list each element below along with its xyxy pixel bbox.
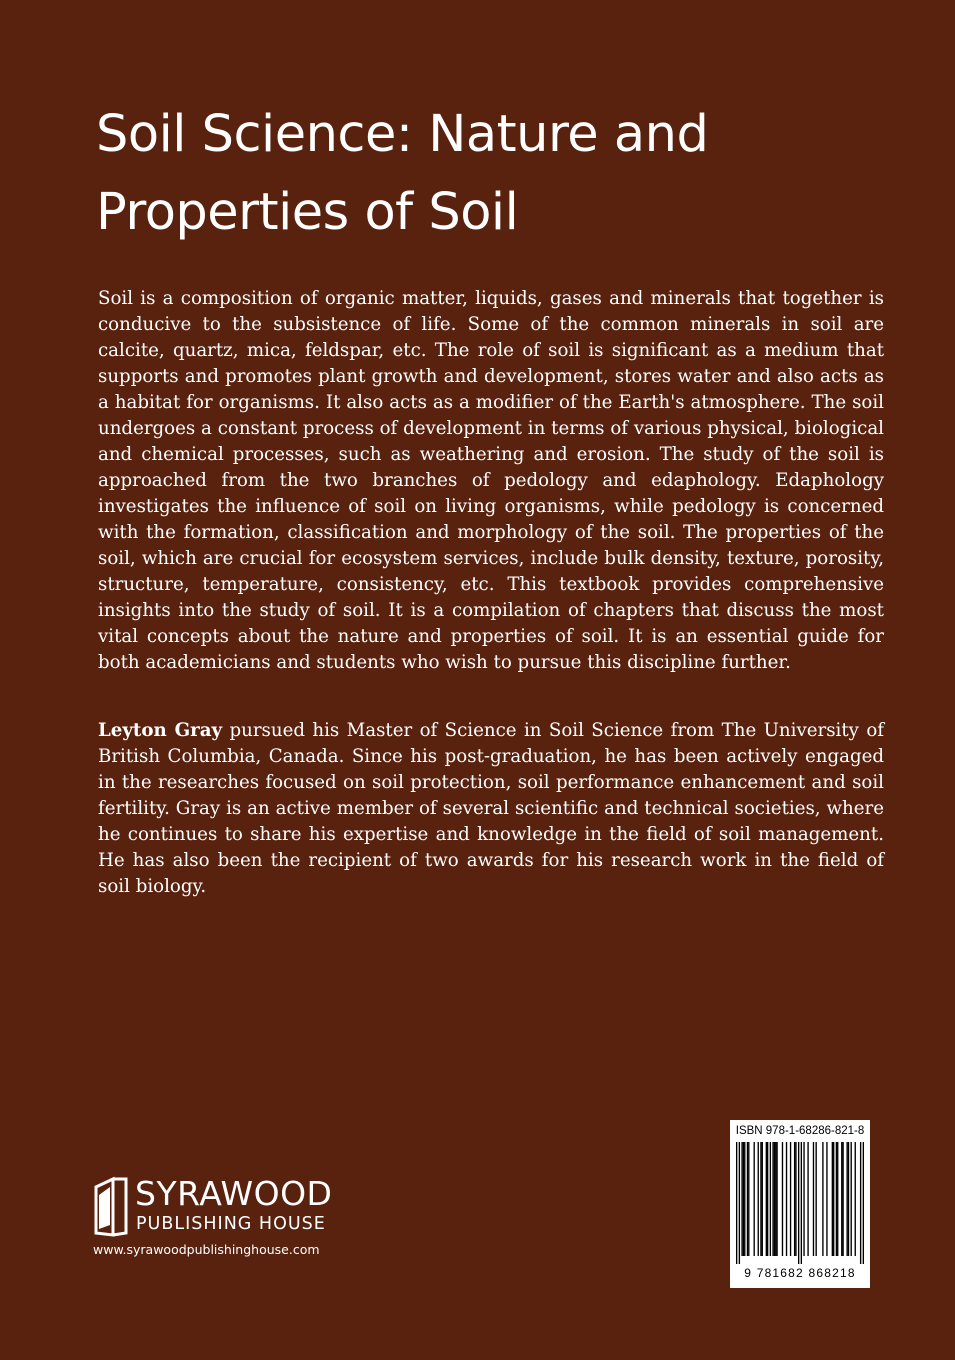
barcode-bar xyxy=(833,1142,834,1256)
barcode-bar xyxy=(848,1142,849,1256)
barcode-bar xyxy=(795,1142,796,1256)
barcode-bar xyxy=(762,1142,763,1256)
barcode-bar xyxy=(790,1142,791,1256)
barcode-bar xyxy=(803,1142,804,1256)
barcode-digits: 9 781682 868218 xyxy=(744,1266,856,1280)
barcode-bar xyxy=(772,1142,773,1256)
barcode-bar xyxy=(758,1142,759,1256)
barcode-bar xyxy=(836,1142,837,1256)
barcode-bar xyxy=(747,1142,748,1256)
barcode-bar xyxy=(754,1142,755,1256)
barcode-bar xyxy=(748,1142,749,1256)
barcode-bar xyxy=(776,1142,777,1256)
barcode-bar xyxy=(770,1142,771,1256)
door-logo-icon xyxy=(93,1175,129,1237)
barcode-bar xyxy=(744,1142,745,1256)
barcode-bar xyxy=(782,1142,783,1256)
barcode-bar xyxy=(767,1142,768,1256)
barcode-bar xyxy=(822,1142,823,1256)
barcode-bar xyxy=(860,1142,861,1264)
barcode-bar xyxy=(851,1142,852,1256)
publisher-subtitle: PUBLISHING HOUSE xyxy=(136,1214,326,1234)
barcode-bar xyxy=(775,1142,776,1256)
barcode-bar xyxy=(841,1142,842,1256)
title-line-1: Soil Science: Nature and xyxy=(96,105,709,164)
barcode-bar xyxy=(798,1142,799,1264)
author-bio-text: pursued his Master of Science in Soil Science from The University of British Columbia, Canada. Since his post-graduation, he has been actively engaged in the researches focused on soil protection, soil performance enhancement and soil fertility. Gray is an active member of several scientific and technical societies, where he continues to share his expertise and knowledge in the field of soil management. He has also been the recipient of two awards for his research work in the field of soil biology. xyxy=(98,720,884,897)
barcode-bar xyxy=(855,1142,856,1256)
barcode-bar xyxy=(837,1142,838,1256)
barcode-bar xyxy=(736,1142,737,1264)
barcode-bar xyxy=(801,1142,802,1264)
title-line-2: Properties of Soil xyxy=(96,183,519,242)
barcode-bar xyxy=(842,1142,843,1256)
publisher-logo xyxy=(93,1170,363,1270)
barcode-bar xyxy=(774,1142,775,1256)
barcode-bar xyxy=(739,1142,740,1264)
barcode-bar xyxy=(832,1142,833,1256)
barcode-bar xyxy=(815,1142,816,1256)
barcode-bar xyxy=(794,1142,795,1256)
author-name: Leyton Gray xyxy=(98,720,223,741)
barcode-bar xyxy=(786,1142,787,1256)
barcode-bar xyxy=(813,1142,814,1256)
author-bio xyxy=(98,718,884,900)
barcode-bar xyxy=(743,1142,744,1256)
book-description: Soil is a composition of organic matter, liquids, gases and minerals that together is conducive to the subsistence of life. Some of the common minerals in soil are calcite, quartz, mica, feldspar, etc. The role of soil is significant as a medium that supports and promotes plant growth and development, stores water and also acts as a habitat for organisms. It also acts as a modifier of the Earth's atmosphere. The soil undergoes a constant process of development in terms of various physical, biological and chemical processes, such as weathering and erosion. The study of the soil is approached from the two branches of pedology and edaphology. Edaphology investigates the influence of soil on living organisms, while pedology is concerned with the formation, classification and morphology of the soil. The properties of the soil, which are crucial for ecosystem services, include bulk density, texture, porosity, structure, temperature, consistency, etc. This textbook provides comprehensive insights into the study of soil. It is a compilation of chapters that discuss the most vital concepts about the nature and properties of soil. It is an essential guide for both academicians and students who wish to pursue this discipline further. xyxy=(98,288,884,673)
barcode-bar xyxy=(846,1142,847,1256)
barcode-bar xyxy=(766,1142,767,1256)
barcode-bars xyxy=(736,1142,864,1264)
barcode-bar xyxy=(807,1142,808,1256)
isbn-barcode xyxy=(730,1120,870,1288)
publisher-url: www.syrawoodpublishinghouse.com xyxy=(93,1242,320,1257)
barcode-bar xyxy=(826,1142,827,1256)
isbn-label: ISBN 978-1-68286-821-8 xyxy=(735,1125,865,1137)
book-title xyxy=(96,96,856,252)
barcode-bar xyxy=(863,1142,864,1264)
barcode-bar xyxy=(760,1142,761,1256)
barcode-bar xyxy=(741,1142,742,1256)
publisher-name: SYRAWOOD xyxy=(135,1174,333,1213)
